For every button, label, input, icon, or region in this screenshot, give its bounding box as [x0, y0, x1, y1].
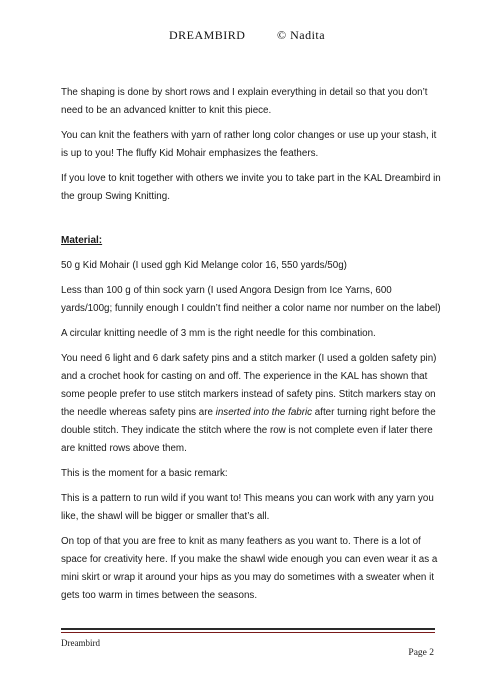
author-credit: © Nadita: [276, 28, 326, 42]
footer-divider: [61, 628, 435, 630]
footer-divider-accent: [61, 632, 435, 633]
text-run: You need 6 light and 6 dark safety pins and a stitch marker (I used a golden safety pin) and a crochet hook for casting on and off. The experience in the KAL has shown that some people prefer to use stitch markers instead of safety pins. Stitch markers stay on the needle whereas safety pins are: [61, 353, 437, 418]
intro-paragraph: The shaping is done by short rows and I explain everything in detail so that you don’t need to be an advanced knitter to knit this piece.: [61, 87, 428, 116]
footer-title: Dreambird: [61, 638, 100, 648]
page-content: [61, 84, 442, 612]
material-paragraph: On top of that you are free to knit as many feathers as you want to. There is a lot of space for creativity here. If you make the shawl wide enough you can even wear it as a mini skirt or wrap it around your hips as you may do sometimes with a sweater when it gets too warm in times between the seasons.: [61, 536, 438, 601]
document-title: DREAMBIRD: [168, 28, 246, 42]
page-header: [0, 28, 494, 43]
italic-text: inserted into the fabric: [215, 407, 313, 418]
text-run: after turning right before the double stitch. They indicate the stitch where the row is not complete even if later there are knitted rows above them.: [61, 407, 436, 454]
material-paragraph: 50 g Kid Mohair (I used ggh Kid Melange color 16, 550 yards/50g): [61, 260, 347, 271]
material-paragraph: [61, 350, 442, 458]
material-paragraph: A circular knitting needle of 3 mm is the right needle for this combination.: [61, 328, 376, 339]
material-paragraph: This is a pattern to run wild if you want to! This means you can work with any yarn you like, the shawl will be bigger or smaller that’s all.: [61, 493, 434, 522]
intro-paragraph: You can knit the feathers with yarn of rather long color changes or use up your stash, it is up to you! The fluffy Kid Mohair emphasizes the feathers.: [61, 130, 437, 159]
material-heading: Material:: [61, 235, 103, 246]
intro-paragraph: If you love to knit together with others we invite you to take part in the KAL Dreambird in the group Swing Knitting.: [61, 173, 441, 202]
material-paragraph: Less than 100 g of thin sock yarn (I used Angora Design from Ice Yarns, 600 yards/100g; funnily enough I couldn’t find neither a color name nor number on the label): [61, 285, 441, 314]
page-number: Page 2: [408, 648, 434, 658]
material-paragraph: This is the moment for a basic remark:: [61, 468, 228, 479]
